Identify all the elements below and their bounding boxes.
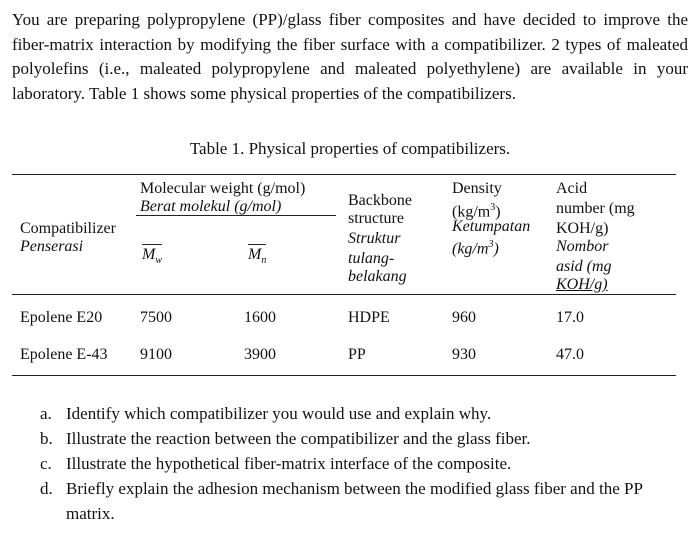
cell-backbone: HDPE (348, 309, 390, 326)
header-acid-number: number (mg (556, 200, 635, 217)
header-belakang: belakang (348, 268, 407, 285)
table-bottom-rule (12, 375, 676, 376)
cell-density: 930 (452, 346, 476, 363)
question-item (40, 476, 690, 526)
header-mn: $M_n$ (248, 244, 266, 270)
header-compatibilizer: Compatibilizer (20, 220, 116, 237)
header-molecular-weight-my: Berat molekul (g/mol) (140, 198, 282, 215)
cell-name: Epolene E20 (20, 309, 103, 326)
question-label: d. (40, 479, 53, 498)
cell-density: 960 (452, 309, 476, 326)
header-bottom-rule (12, 294, 676, 295)
header-acid-unit: KOH/g) (556, 220, 609, 237)
header-asid: asid (mg (556, 258, 612, 275)
question-item (40, 426, 690, 451)
header-struktur: Struktur (348, 230, 401, 247)
header-density: Density (452, 180, 502, 197)
header-ketumpatan: Ketumpatan (452, 218, 531, 235)
header-mw: $M_w$ (142, 244, 162, 270)
table-top-rule (12, 174, 676, 175)
cell-mn: 3900 (244, 346, 276, 363)
cell-mw: 9100 (140, 346, 172, 363)
intro-paragraph: You are preparing polypropylene (PP)/glass fiber composites and have decided to improve the fiber-matrix interaction by modifying the fiber surface with a compatibilizer. 2 types of maleated polyolefins (i.e., maleated polypropylene and maleated polyethylene) are available in your laboratory. Table 1 shows some physical properties of the compatibilizers. (12, 10, 688, 103)
cell-name: Epolene E-43 (20, 346, 108, 363)
question-list (40, 401, 690, 526)
header-compatibilizer-my: Penserasi (20, 238, 84, 255)
header-acid: Acid (556, 180, 588, 197)
cell-acid: 47.0 (556, 346, 584, 363)
question-text: Briefly explain the adhesion mechanism between the modified glass fiber and the PP matrix. (66, 479, 643, 523)
header-density-unit-my: $(kg/m^3)$ (452, 239, 499, 258)
header-koh-my: KOH/g) (556, 276, 608, 293)
question-label: c. (40, 454, 52, 473)
question-text: Identify which compatibilizer you would use and explain why. (66, 404, 492, 423)
question-text: Illustrate the hypothetical fiber-matrix interface of the composite. (66, 454, 512, 473)
question-item (40, 401, 690, 426)
header-structure: structure (348, 210, 404, 227)
header-backbone: Backbone (348, 192, 412, 209)
cell-mn: 1600 (244, 309, 276, 326)
header-molecular-weight: Molecular weight (g/mol) (140, 180, 306, 197)
question-text: Illustrate the reaction between the compatibilizer and the glass fiber. (66, 429, 531, 448)
header-nombor: Nombor (556, 238, 609, 255)
cell-mw: 7500 (140, 309, 172, 326)
question-item (40, 451, 690, 476)
question-label: b. (40, 429, 53, 448)
question-label: a. (40, 404, 52, 423)
header-density-unit: $(kg/m^3)$ (452, 202, 501, 221)
cell-acid: 17.0 (556, 309, 584, 326)
cell-backbone: PP (348, 346, 366, 363)
header-tulang: tulang- (348, 250, 395, 267)
table-caption: Table 1. Physical properties of compatibilizers. (189, 139, 511, 158)
